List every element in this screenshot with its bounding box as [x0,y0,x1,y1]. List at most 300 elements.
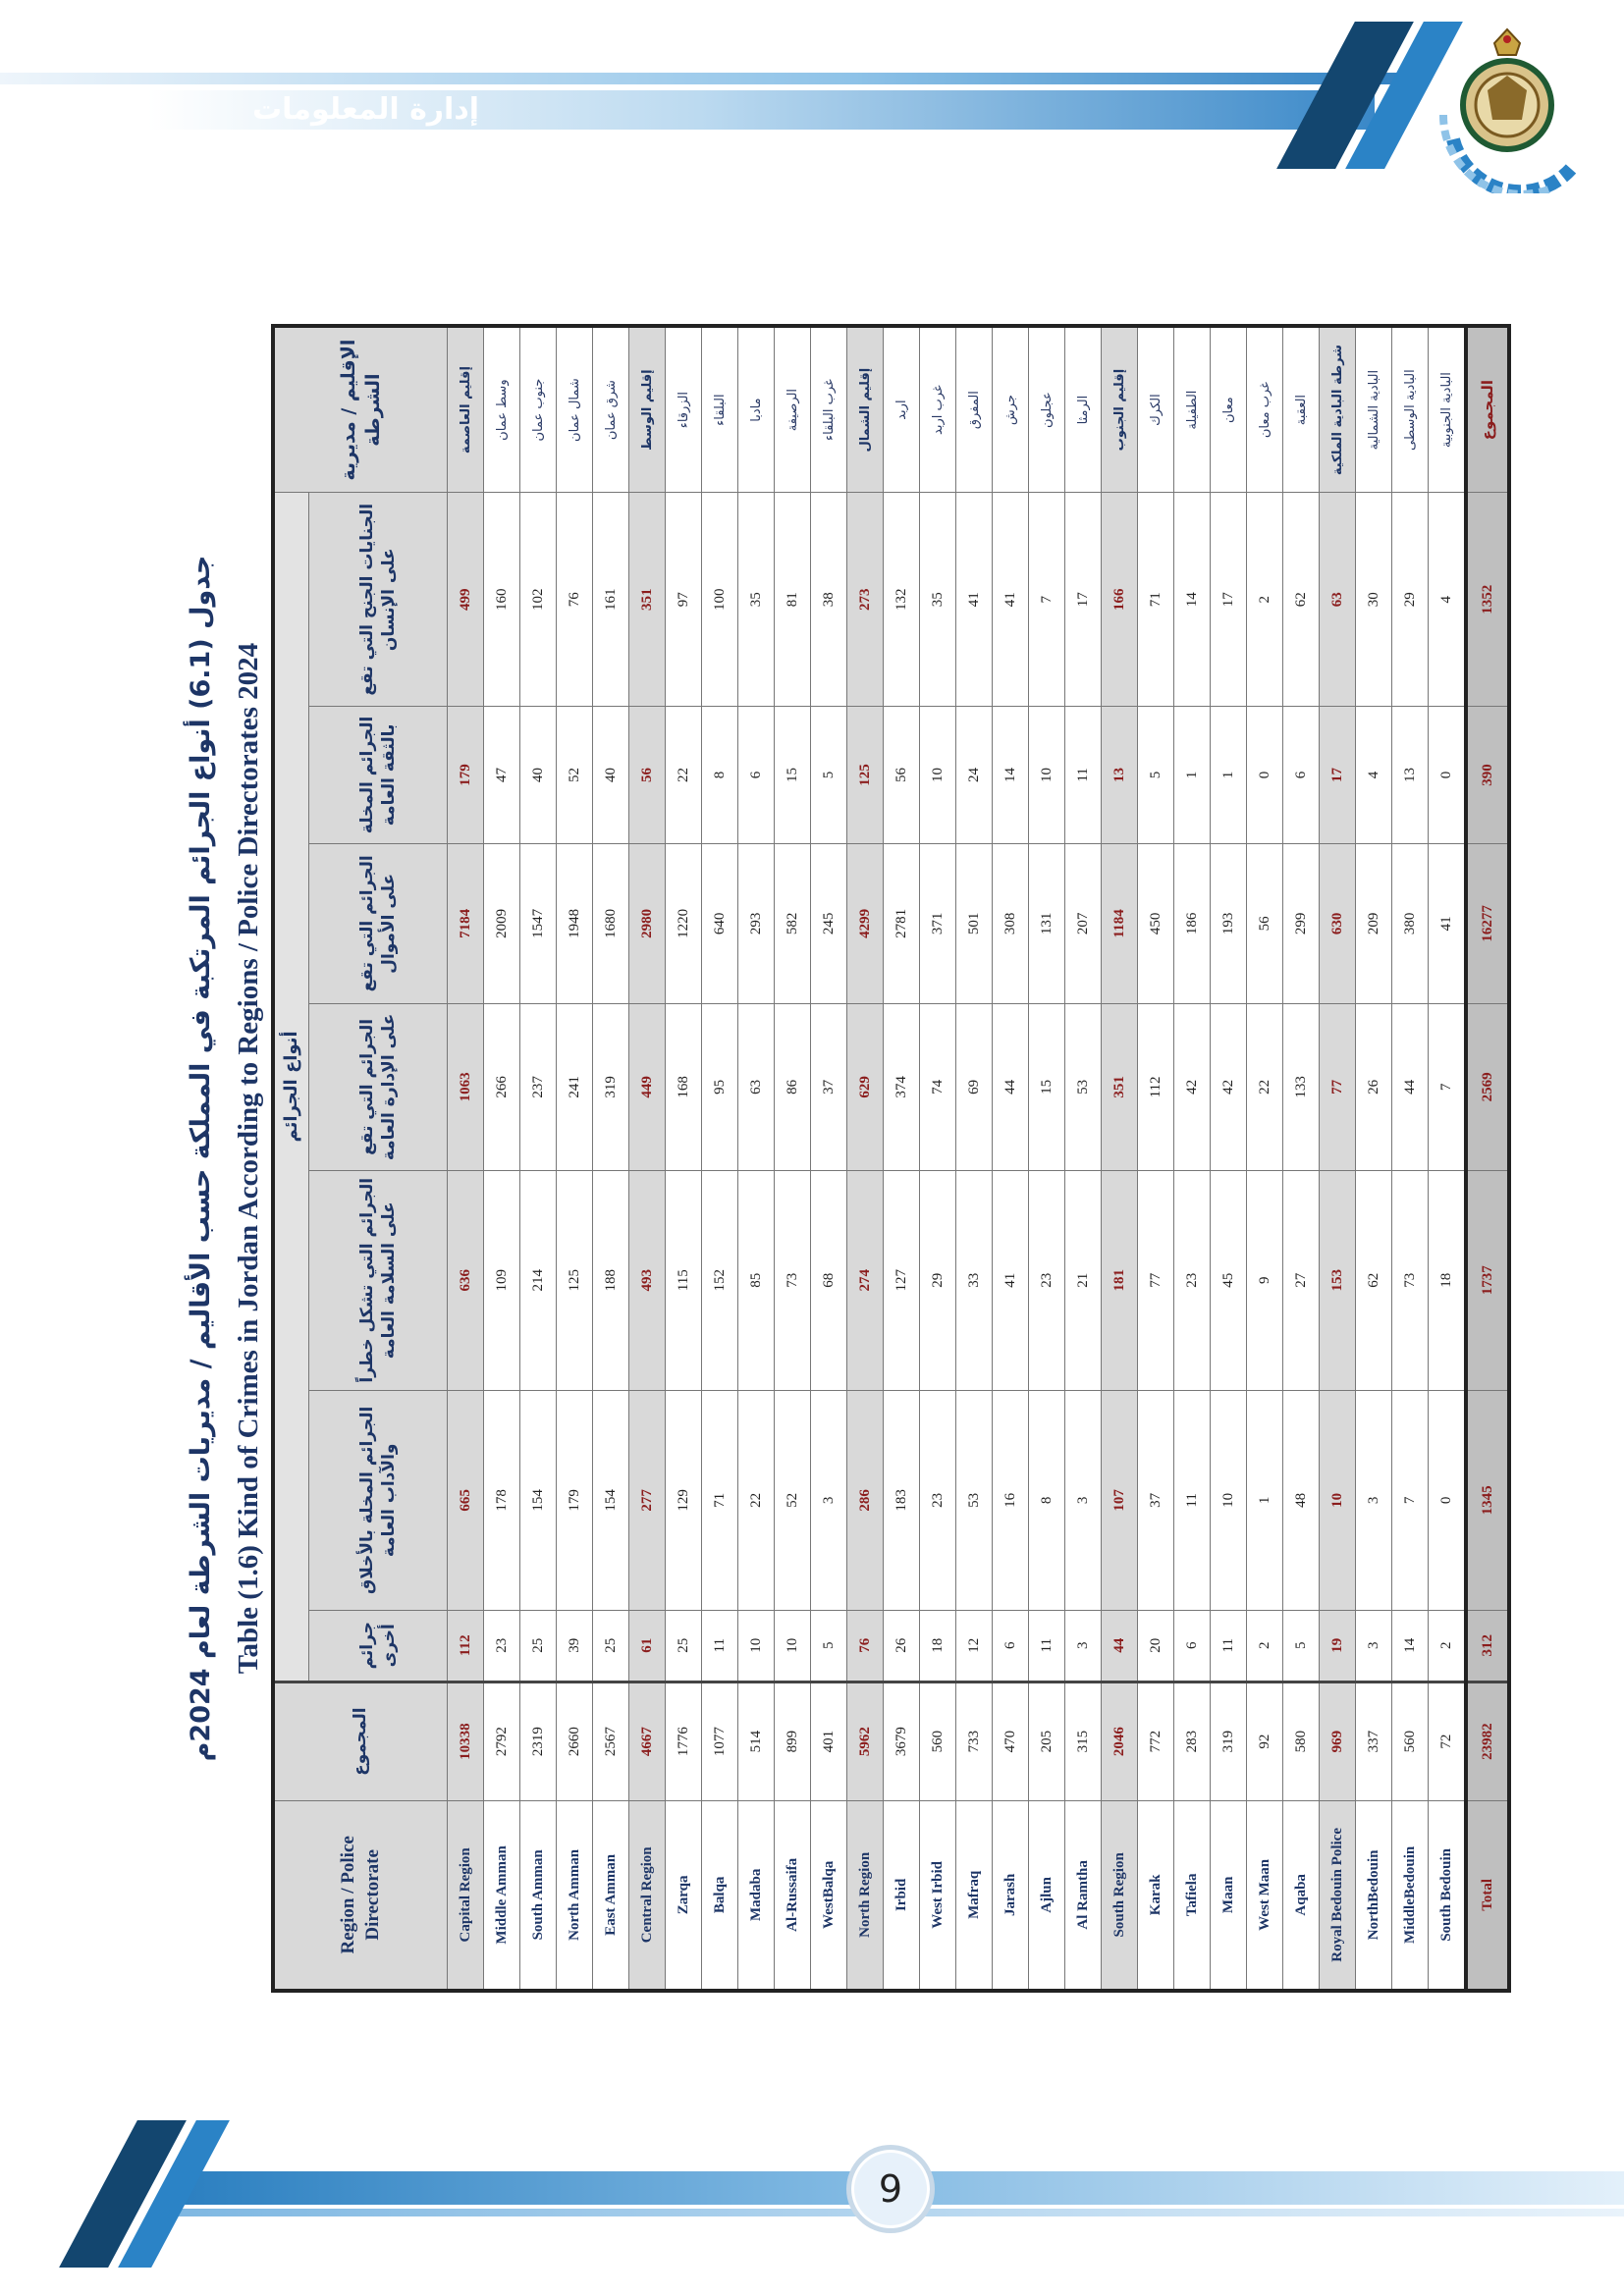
column-header: الجنايات الجنح التي تقع على الإنسان [309,493,448,707]
crime-count: 15 [775,707,811,843]
region-name-en: Tafiela [1174,1800,1211,1991]
crime-count: 4 [1356,707,1392,843]
region-name-ar: إقليم الشمال [847,326,884,493]
table-row [1065,326,1102,1991]
region-name-ar: الكرك [1138,326,1174,493]
region-name-en: Irbid [884,1800,920,1991]
crime-count: 2569 [1466,1004,1509,1171]
region-name-en: Al-Russaifa [775,1800,811,1991]
row-total: 315 [1065,1682,1102,1800]
region-name-en: MiddleBedouin [1392,1800,1429,1991]
region-name-en: Middle Amman [484,1800,520,1991]
rotated-content [177,324,1496,1993]
crime-count: 293 [738,843,775,1004]
row-total: 92 [1247,1682,1283,1800]
crime-count: 85 [738,1170,775,1390]
region-name-en: Capital Region [448,1800,484,1991]
table-row [666,326,702,1991]
crime-count: 16 [993,1390,1029,1610]
table-row [920,326,956,1991]
crime-count: 27 [1283,1170,1320,1390]
crime-count: 42 [1174,1004,1211,1171]
crime-count: 7 [1029,493,1065,707]
row-total: 1077 [702,1682,738,1800]
region-name-en: NorthBedouin [1356,1800,1392,1991]
table-row [775,326,811,1991]
region-name-ar: المفرق [956,326,993,493]
crime-count: 11 [1211,1610,1247,1682]
region-name-ar: وسط عمان [484,326,520,493]
crime-count: 4299 [847,843,884,1004]
row-total: 560 [920,1682,956,1800]
row-total: 2660 [557,1682,593,1800]
crime-count: 30 [1356,493,1392,707]
region-name-ar: جنوب عمان [520,326,557,493]
crime-count: 13 [1392,707,1429,843]
crime-count: 2 [1247,1610,1283,1682]
region-name-ar: إقليم العاصمة [448,326,484,493]
crime-count: 1352 [1466,493,1509,707]
crime-count: 7184 [448,843,484,1004]
table-title-english: Table (1.6) Kind of Crimes in Jordan According to Regions / Police Directorates 2024 [233,642,264,1675]
crime-count: 10 [920,707,956,843]
table-row [1429,326,1467,1991]
row-total: 4667 [629,1682,666,1800]
crime-count: 4 [1429,493,1467,707]
crime-count: 183 [884,1390,920,1610]
crime-count: 179 [557,1390,593,1610]
crime-count: 374 [884,1004,920,1171]
crime-count: 319 [593,1004,629,1171]
row-total: 283 [1174,1682,1211,1800]
region-name-ar: شرطة البادية الملكية [1320,326,1356,493]
region-name-en: West Maan [1247,1800,1283,1991]
crime-count: 665 [448,1390,484,1610]
region-name-en: Jarash [993,1800,1029,1991]
column-header: الجرائم المخلة بالأخلاق والآداب العامة [309,1390,448,1610]
crime-count: 81 [775,493,811,707]
crime-count: 1547 [520,843,557,1004]
region-row [847,326,884,1991]
crime-count: 107 [1102,1390,1138,1610]
crime-count: 1184 [1102,843,1138,1004]
crime-count: 18 [1429,1170,1467,1390]
crime-count: 29 [1392,493,1429,707]
crime-count: 125 [557,1170,593,1390]
crime-count: 18 [920,1610,956,1682]
crime-count: 44 [1102,1610,1138,1682]
crime-count: 16277 [1466,843,1509,1004]
region-name-ar: شرق عمان [593,326,629,493]
row-total: 733 [956,1682,993,1800]
region-name-ar: غرب معان [1247,326,1283,493]
crime-count: 7 [1429,1004,1467,1171]
crime-count: 308 [993,843,1029,1004]
row-total: 72 [1429,1682,1467,1800]
row-total: 2319 [520,1682,557,1800]
table-row [884,326,920,1991]
crime-count: 17 [1320,707,1356,843]
crime-count: 77 [1320,1004,1356,1171]
row-total: 337 [1356,1682,1392,1800]
row-total: 580 [1283,1682,1320,1800]
crime-count: 71 [702,1390,738,1610]
region-name-ar: إقليم الوسط [629,326,666,493]
crime-count: 2980 [629,843,666,1004]
crime-count: 312 [1466,1610,1509,1682]
crime-count: 23 [920,1390,956,1610]
crime-count: 6 [993,1610,1029,1682]
crime-count: 501 [956,843,993,1004]
crime-count: 24 [956,707,993,843]
crime-count: 112 [448,1610,484,1682]
crime-count: 14 [993,707,1029,843]
crime-count: 61 [629,1610,666,1682]
crime-count: 181 [1102,1170,1138,1390]
crime-count: 71 [1138,493,1174,707]
crime-count: 11 [1174,1390,1211,1610]
header-band [0,73,1414,84]
crime-count: 23 [484,1610,520,1682]
region-row [629,326,666,1991]
column-header: الجرائم المخلة بالثقة العامة [309,707,448,843]
crime-count: 23 [1174,1170,1211,1390]
crime-count: 277 [629,1390,666,1610]
table-row [1247,326,1283,1991]
crime-count: 636 [448,1170,484,1390]
table-row [593,326,629,1991]
crime-count: 115 [666,1170,702,1390]
row-total: 10338 [448,1682,484,1800]
region-name-en: Maan [1211,1800,1247,1991]
crime-count: 29 [920,1170,956,1390]
crime-count: 44 [1392,1004,1429,1171]
crime-count: 371 [920,843,956,1004]
crime-count: 3 [1065,1610,1102,1682]
crime-count: 76 [557,493,593,707]
crime-count: 5 [1283,1610,1320,1682]
crime-count: 26 [1356,1004,1392,1171]
crime-count: 53 [956,1390,993,1610]
region-header-en: Region / Police Directorate [273,1800,448,1991]
table-row [1211,326,1247,1991]
region-name-ar: معان [1211,326,1247,493]
region-name-en: Ajlun [1029,1800,1065,1991]
crime-count: 10 [1029,707,1065,843]
region-row [1320,326,1356,1991]
row-total: 560 [1392,1682,1429,1800]
crime-count: 351 [629,493,666,707]
crime-count: 109 [484,1170,520,1390]
table-row [484,326,520,1991]
crime-count: 1220 [666,843,702,1004]
crime-count: 48 [1283,1390,1320,1610]
crime-count: 63 [1320,493,1356,707]
crime-count: 640 [702,843,738,1004]
crime-count: 3 [1356,1610,1392,1682]
crime-count: 582 [775,843,811,1004]
crime-count: 6 [1174,1610,1211,1682]
crime-count: 5 [1138,707,1174,843]
region-name-ar: شمال عمان [557,326,593,493]
crime-count: 9 [1247,1170,1283,1390]
crime-count: 241 [557,1004,593,1171]
crime-count: 1680 [593,843,629,1004]
region-name-ar: اربد [884,326,920,493]
crime-count: 95 [702,1004,738,1171]
crime-count: 100 [702,493,738,707]
row-total: 1776 [666,1682,702,1800]
crime-count: 52 [557,707,593,843]
crime-count: 499 [448,493,484,707]
crime-count: 23 [1029,1170,1065,1390]
crime-count: 12 [956,1610,993,1682]
crime-count: 273 [847,493,884,707]
region-name-en: Mafraq [956,1800,993,1991]
crime-count: 380 [1392,843,1429,1004]
crime-count: 45 [1211,1170,1247,1390]
crime-count: 7 [1392,1390,1429,1610]
crime-count: 97 [666,493,702,707]
crime-count: 214 [520,1170,557,1390]
crime-count: 17 [1211,493,1247,707]
crime-count: 193 [1211,843,1247,1004]
crime-count: 41 [1429,843,1467,1004]
row-total: 514 [738,1682,775,1800]
crime-count: 286 [847,1390,884,1610]
crime-count: 11 [702,1610,738,1682]
crime-count: 25 [593,1610,629,1682]
crime-count: 39 [557,1610,593,1682]
region-name-en: South Amman [520,1800,557,1991]
crime-count: 20 [1138,1610,1174,1682]
region-name-en: North Amman [557,1800,593,1991]
crime-count: 68 [811,1170,847,1390]
region-name-ar: الرمثا [1065,326,1102,493]
column-header: الجرائم التي تشكل خطراً على السلامة العامة [309,1170,448,1390]
crime-count: 493 [629,1170,666,1390]
crime-count: 161 [593,493,629,707]
crime-count: 56 [884,707,920,843]
crime-count: 56 [629,707,666,843]
crime-count: 62 [1283,493,1320,707]
crime-count: 44 [993,1004,1029,1171]
region-name-en: Al Ramtha [1065,1800,1102,1991]
crime-count: 1 [1174,707,1211,843]
crime-count: 47 [484,707,520,843]
crime-count: 0 [1429,1390,1467,1610]
crime-count: 186 [1174,843,1211,1004]
crime-count: 299 [1283,843,1320,1004]
crime-count: 22 [738,1390,775,1610]
crime-count: 168 [666,1004,702,1171]
table-row [738,326,775,1991]
row-total: 969 [1320,1682,1356,1800]
region-row [1102,326,1138,1991]
crime-count: 41 [956,493,993,707]
region-name-en: Karak [1138,1800,1174,1991]
crime-count: 15 [1029,1004,1065,1171]
row-total: 2046 [1102,1682,1138,1800]
row-total: 2792 [484,1682,520,1800]
region-name-ar: المجموع [1466,326,1509,493]
crime-count: 74 [920,1004,956,1171]
region-name-en: South Bedouin [1429,1800,1467,1991]
region-row [448,326,484,1991]
crime-count: 26 [884,1610,920,1682]
region-name-ar: الرصيفة [775,326,811,493]
region-name-ar: جرش [993,326,1029,493]
total-row [1466,326,1509,1991]
crime-count: 160 [484,493,520,707]
crime-count: 2 [1429,1610,1467,1682]
crime-count: 3 [811,1390,847,1610]
row-total: 23982 [1466,1682,1509,1800]
crime-count: 22 [1247,1004,1283,1171]
table-row [1138,326,1174,1991]
crime-count: 1948 [557,843,593,1004]
region-name-ar: إقليم الجنوب [1102,326,1138,493]
crime-count: 209 [1356,843,1392,1004]
crimes-table [271,324,1511,1993]
crime-count: 21 [1065,1170,1102,1390]
crime-count: 11 [1029,1610,1065,1682]
crime-count: 629 [847,1004,884,1171]
crime-count: 207 [1065,843,1102,1004]
region-name-en: North Region [847,1800,884,1991]
crime-count: 0 [1429,707,1467,843]
crime-count: 69 [956,1004,993,1171]
crime-count: 14 [1174,493,1211,707]
region-name-en: WestBalqa [811,1800,847,1991]
table-row [1392,326,1429,1991]
crime-count: 450 [1138,843,1174,1004]
crime-count: 42 [1211,1004,1247,1171]
row-total: 5962 [847,1682,884,1800]
crime-count: 10 [775,1610,811,1682]
region-name-ar: غرب اربد [920,326,956,493]
crime-count: 22 [666,707,702,843]
row-total: 205 [1029,1682,1065,1800]
region-name-en: Madaba [738,1800,775,1991]
crime-count: 8 [1029,1390,1065,1610]
crime-count: 390 [1466,707,1509,843]
crime-count: 125 [847,707,884,843]
region-name-en: Aqaba [1283,1800,1320,1991]
crime-count: 17 [1065,493,1102,707]
crime-count: 112 [1138,1004,1174,1171]
crime-count: 41 [993,493,1029,707]
crime-count: 102 [520,493,557,707]
region-name-ar: البلقاء [702,326,738,493]
crime-count: 274 [847,1170,884,1390]
region-name-en: Balqa [702,1800,738,1991]
crime-count: 13 [1102,707,1138,843]
crime-count: 166 [1102,493,1138,707]
table-row [956,326,993,1991]
crime-count: 62 [1356,1170,1392,1390]
page-number: 9 [846,2145,935,2233]
region-name-en: West Irbid [920,1800,956,1991]
region-name-en: Zarqa [666,1800,702,1991]
table-row [520,326,557,1991]
crime-count: 19 [1320,1610,1356,1682]
crime-count: 179 [448,707,484,843]
crime-count: 245 [811,843,847,1004]
crime-count: 2781 [884,843,920,1004]
table-row [1029,326,1065,1991]
table-row [993,326,1029,1991]
crime-count: 10 [1320,1390,1356,1610]
crime-count: 152 [702,1170,738,1390]
region-header-ar: الإقليم / مديرية الشرطة [273,326,448,493]
crime-count: 154 [520,1390,557,1610]
table-title-arabic: جدول (6.1) أنواع الجرائم المرتكبة في المملكة حسب الأقاليم / مديريات الشرطة لعام 2024م [186,555,216,1762]
crime-count: 6 [1283,707,1320,843]
table-row [811,326,847,1991]
crime-count: 37 [811,1004,847,1171]
crime-count: 8 [702,707,738,843]
region-name-en: South Region [1102,1800,1138,1991]
crime-count: 5 [811,707,847,843]
crime-count: 37 [1138,1390,1174,1610]
region-name-ar: البادية الجنوبية [1429,326,1467,493]
crime-count: 127 [884,1170,920,1390]
crime-count: 178 [484,1390,520,1610]
crime-count: 154 [593,1390,629,1610]
crime-count: 133 [1283,1004,1320,1171]
crime-count: 38 [811,493,847,707]
crime-count: 33 [956,1170,993,1390]
row-total: 401 [811,1682,847,1800]
region-name-ar: البادية الوسطى [1392,326,1429,493]
region-name-ar: الطفيلة [1174,326,1211,493]
crime-count: 1 [1211,707,1247,843]
crime-count: 35 [920,493,956,707]
crime-count: 11 [1065,707,1102,843]
column-header: جرائم أخرى [309,1610,448,1682]
region-name-en: Central Region [629,1800,666,1991]
crime-count: 73 [1392,1170,1429,1390]
crime-count: 35 [738,493,775,707]
row-total: 3679 [884,1682,920,1800]
crime-count: 25 [520,1610,557,1682]
crime-count: 153 [1320,1170,1356,1390]
column-header: الجرائم التي تقع على الإدارة العامة [309,1004,448,1171]
table-row [702,326,738,1991]
region-name-en: Total [1466,1800,1509,1991]
total-header: المجموع [273,1682,448,1800]
crime-count: 131 [1029,843,1065,1004]
region-name-ar: البادية الشمالية [1356,326,1392,493]
region-name-en: East Amman [593,1800,629,1991]
crime-count: 1 [1247,1390,1283,1610]
crime-count: 630 [1320,843,1356,1004]
crime-count: 53 [1065,1004,1102,1171]
public-security-emblem-icon [1434,22,1581,193]
table-row [1283,326,1320,1991]
crime-count: 1063 [448,1004,484,1171]
crime-count: 56 [1247,843,1283,1004]
crime-count: 449 [629,1004,666,1171]
table-row [557,326,593,1991]
crime-count: 25 [666,1610,702,1682]
crime-count: 129 [666,1390,702,1610]
region-name-ar: غرب البلقاء [811,326,847,493]
crime-count: 76 [847,1610,884,1682]
crime-count: 77 [1138,1170,1174,1390]
header-title: إدارة المعلومات الجنائية [251,92,480,170]
